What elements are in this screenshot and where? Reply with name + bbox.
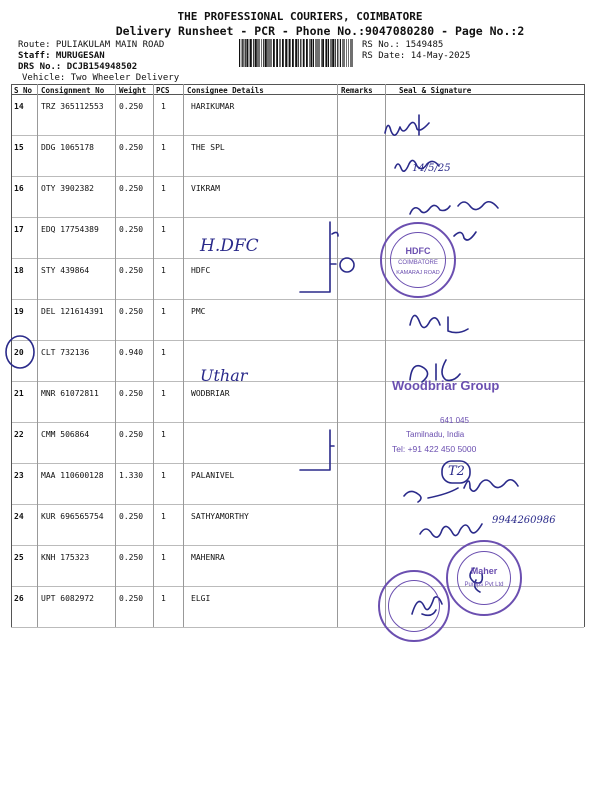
col-sno-header: S No: [14, 86, 33, 95]
woodbriar-stamp-pin: 641 045: [440, 416, 469, 425]
cell-consignment: STY 439864: [41, 266, 90, 275]
cell-pcs: 1: [161, 389, 166, 398]
col-consignment-header: Consignment No: [41, 86, 105, 95]
cell-pcs: 1: [161, 471, 166, 480]
rs-no-label: RS No.: 1549485: [362, 40, 444, 50]
woodbriar-stamp-phone: Tel: +91 422 450 5000: [392, 444, 477, 454]
cell-weight: 0.250: [119, 389, 144, 398]
runsheet-subtitle: Delivery Runsheet - PCR - Phone No.:9047080280 - Page No.:2: [115, 24, 525, 38]
cell-weight: 1.330: [119, 471, 144, 480]
table-row: [11, 389, 584, 401]
cell-weight: 0.250: [119, 512, 144, 521]
route-label: Route: PULIAKULAM MAIN ROAD: [18, 40, 165, 50]
hdfc-stamp-city: COIMBATORE: [398, 260, 438, 266]
table-row: [11, 307, 584, 319]
cell-sno: 20: [14, 348, 24, 357]
cell-consignee: HARIKUMAR: [191, 102, 235, 111]
cell-consignee: WODBRIAR: [191, 389, 230, 398]
cell-pcs: 1: [161, 553, 166, 562]
cell-weight: 0.250: [119, 225, 144, 234]
cell-weight: 0.250: [119, 102, 144, 111]
drs-label: DRS No.: DCJB154948502: [18, 62, 138, 72]
table-row: [11, 471, 584, 483]
handwritten-hdfc: H.DFC: [200, 236, 259, 256]
table-row: [11, 225, 584, 237]
cell-consignee: THE SPL: [191, 143, 225, 152]
company-title: THE PROFESSIONAL COURIERS, COIMBATORE: [177, 10, 423, 23]
col-weight-header: Weight: [119, 86, 147, 95]
handwritten-phone: 9944260986: [492, 515, 556, 526]
col-consignee-header: Consignee Details: [187, 86, 264, 95]
cell-weight: 0.250: [119, 553, 144, 562]
cell-pcs: 1: [161, 102, 166, 111]
cell-sno: 19: [14, 307, 24, 316]
cell-consignment: CMM 506864: [41, 430, 90, 439]
table-row: [11, 266, 584, 278]
handwritten-uthar: Uthar: [200, 366, 248, 385]
col-remarks-header: Remarks: [341, 86, 373, 95]
cell-pcs: 1: [161, 266, 166, 275]
cell-weight: 0.250: [119, 184, 144, 193]
cell-consignee: VIKRAM: [191, 184, 220, 193]
cell-weight: 0.250: [119, 594, 144, 603]
cell-consignment: OTY 3902382: [41, 184, 94, 193]
cell-consignment: MAA 110600128: [41, 471, 104, 480]
cell-pcs: 1: [161, 512, 166, 521]
cell-sno: 17: [14, 225, 24, 234]
cell-consignment: KNH 175323: [41, 553, 90, 562]
cell-weight: 0.250: [119, 266, 144, 275]
cell-sno: 26: [14, 594, 24, 603]
cell-pcs: 1: [161, 594, 166, 603]
hdfc-stamp-branch: KAMARAJ ROAD: [396, 270, 440, 276]
woodbriar-stamp-name: Woodbriar Group: [392, 378, 500, 393]
cell-pcs: 1: [161, 184, 166, 193]
cell-sno: 22: [14, 430, 24, 439]
woodbriar-stamp-state: Tamilnadu, India: [406, 430, 465, 439]
hdfc-stamp-text: HDFC: [405, 246, 431, 256]
cell-weight: 0.940: [119, 348, 144, 357]
cell-consignment: CLT 732136: [41, 348, 90, 357]
cell-consignment: TRZ 365112553: [41, 102, 104, 111]
cell-sno: 23: [14, 471, 24, 480]
cell-consignee: SATHYAMORTHY: [191, 512, 249, 521]
col-pcs-header: PCS: [156, 86, 170, 95]
staff-label: Staff: MURUGESAN: [18, 51, 105, 61]
cell-consignee: PMC: [191, 307, 206, 316]
rs-date-label: RS Date: 14-May-2025: [362, 51, 471, 61]
table-row: [11, 594, 584, 606]
handwritten-t2: T2: [448, 464, 465, 479]
cell-consignee: PALANIVEL: [191, 471, 235, 480]
cell-consignment: DEL 121614391: [41, 307, 104, 316]
table-row: [11, 102, 584, 114]
cell-sno: 21: [14, 389, 24, 398]
cell-sno: 25: [14, 553, 24, 562]
runsheet-table: [11, 84, 584, 624]
barcode: [238, 39, 354, 67]
maher-stamp-sub: Pumps Pvt Ltd: [464, 582, 504, 588]
cell-consignment: EDQ 17754389: [41, 225, 99, 234]
cell-weight: 0.250: [119, 143, 144, 152]
cell-pcs: 1: [161, 430, 166, 439]
cell-pcs: 1: [161, 348, 166, 357]
cell-weight: 0.250: [119, 430, 144, 439]
cell-sno: 24: [14, 512, 24, 521]
cell-consignee: HDFC: [191, 266, 211, 275]
cell-consignment: UPT 6082972: [41, 594, 94, 603]
table-row: [11, 553, 584, 565]
col-seal-header: Seal & Signature: [399, 86, 472, 95]
cell-pcs: 1: [161, 143, 166, 152]
table-row: [11, 348, 584, 360]
handwritten-date: 14/5/25: [412, 163, 451, 174]
table-row: [11, 430, 584, 442]
cell-consignee: MAHENRA: [191, 553, 225, 562]
vehicle-label: Vehicle: Two Wheeler Delivery: [22, 73, 180, 83]
cell-consignment: DDG 1065178: [41, 143, 94, 152]
cell-consignment: KUR 696565754: [41, 512, 104, 521]
cell-sno: 15: [14, 143, 24, 152]
cell-sno: 16: [14, 184, 24, 193]
table-row: [11, 143, 584, 155]
cell-weight: 0.250: [119, 307, 144, 316]
maher-stamp-text: Maher: [470, 566, 498, 576]
table-row: [11, 184, 584, 196]
cell-consignee: ELGI: [191, 594, 211, 603]
cell-sno: 18: [14, 266, 24, 275]
cell-pcs: 1: [161, 225, 166, 234]
cell-pcs: 1: [161, 307, 166, 316]
cell-consignment: MNR 61072811: [41, 389, 99, 398]
cell-sno: 14: [14, 102, 24, 111]
